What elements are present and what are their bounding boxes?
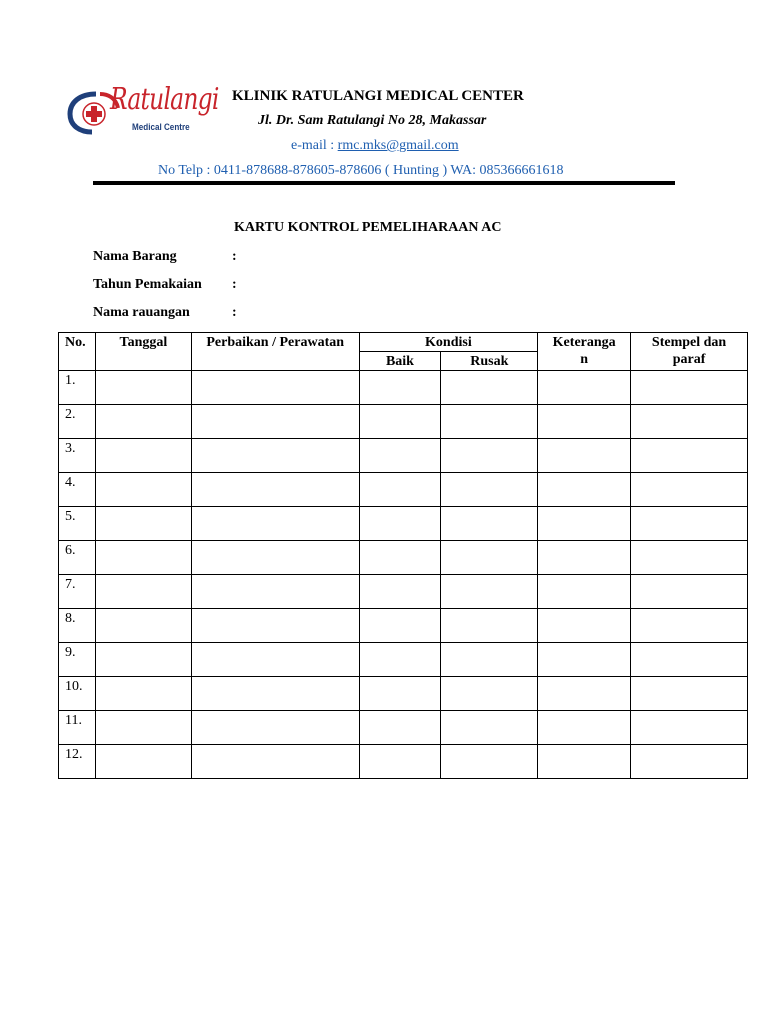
cell-rusak[interactable] (441, 575, 538, 609)
field-colon: : (232, 249, 237, 264)
row-number: 10. (59, 677, 96, 711)
cell-keterangan[interactable] (538, 609, 631, 643)
cell-perbaikan[interactable] (191, 643, 359, 677)
clinic-logo (66, 82, 219, 140)
cell-baik[interactable] (359, 405, 441, 439)
header-keterangan (538, 333, 631, 371)
cell-perbaikan[interactable] (191, 541, 359, 575)
cell-perbaikan[interactable] (191, 711, 359, 745)
field-label: Tahun Pemakaian (93, 277, 202, 292)
table-row (59, 575, 748, 609)
cell-rusak[interactable] (441, 711, 538, 745)
table-row (59, 473, 748, 507)
table-row (59, 643, 748, 677)
table-row (59, 371, 748, 405)
cell-stempel[interactable] (631, 473, 748, 507)
header-kondisi: Kondisi (359, 333, 538, 352)
clinic-address: Jl. Dr. Sam Ratulangi No 28, Makassar (258, 113, 487, 128)
cell-tanggal[interactable] (95, 473, 191, 507)
cell-rusak[interactable] (441, 643, 538, 677)
header-stempel (631, 333, 748, 371)
cell-perbaikan[interactable] (191, 609, 359, 643)
cell-tanggal[interactable] (95, 575, 191, 609)
row-number: 2. (59, 405, 96, 439)
header-perbaikan: Perbaikan / Perawatan (191, 333, 359, 371)
cell-baik[interactable] (359, 745, 441, 779)
cell-tanggal[interactable] (95, 609, 191, 643)
cell-tanggal[interactable] (95, 405, 191, 439)
row-number: 6. (59, 541, 96, 575)
field-colon: : (232, 305, 237, 320)
header-keterangan-line2: n (580, 352, 589, 367)
cell-rusak[interactable] (441, 507, 538, 541)
cell-tanggal[interactable] (95, 643, 191, 677)
table-row (59, 405, 748, 439)
clinic-name: KLINIK RATULANGI MEDICAL CENTER (232, 88, 524, 104)
cell-baik[interactable] (359, 371, 441, 405)
row-number: 9. (59, 643, 96, 677)
clinic-email-line (291, 138, 459, 154)
row-number: 11. (59, 711, 96, 745)
cell-stempel[interactable] (631, 439, 748, 473)
header-stempel-line2: paraf (672, 352, 706, 367)
cell-keterangan[interactable] (538, 677, 631, 711)
header-baik: Baik (359, 352, 441, 371)
table-row (59, 439, 748, 473)
header-rusak: Rusak (441, 352, 538, 371)
cell-baik[interactable] (359, 643, 441, 677)
logo-tagline: Medical Centre (132, 122, 190, 132)
table-row (59, 711, 748, 745)
field-nama-barang (93, 249, 237, 265)
row-number: 1. (59, 371, 96, 405)
email-label: e-mail : (291, 138, 338, 153)
cell-tanggal[interactable] (95, 371, 191, 405)
cell-rusak[interactable] (441, 677, 538, 711)
cell-perbaikan[interactable] (191, 507, 359, 541)
cell-baik[interactable] (359, 439, 441, 473)
document-title: KARTU KONTROL PEMELIHARAAN AC (234, 220, 502, 235)
cell-stempel[interactable] (631, 405, 748, 439)
cell-stempel[interactable] (631, 609, 748, 643)
field-nama-ruangan (93, 305, 237, 321)
table-row (59, 609, 748, 643)
cell-tanggal[interactable] (95, 439, 191, 473)
table-row (59, 677, 748, 711)
cell-tanggal[interactable] (95, 711, 191, 745)
cell-keterangan[interactable] (538, 439, 631, 473)
clinic-phone: No Telp : 0411-878688-878605-878606 ( Hunting ) WA: 085366661618 (158, 163, 564, 178)
cell-stempel[interactable] (631, 745, 748, 779)
email-link[interactable]: rmc.mks@gmail.com (337, 138, 459, 153)
cell-keterangan[interactable] (538, 473, 631, 507)
cell-perbaikan[interactable] (191, 745, 359, 779)
cell-stempel[interactable] (631, 575, 748, 609)
cell-keterangan[interactable] (538, 745, 631, 779)
cell-rusak[interactable] (441, 371, 538, 405)
cell-keterangan[interactable] (538, 711, 631, 745)
cell-perbaikan[interactable] (191, 677, 359, 711)
field-colon: : (232, 277, 237, 292)
cell-tanggal[interactable] (95, 745, 191, 779)
cell-baik[interactable] (359, 677, 441, 711)
field-label: Nama rauangan (93, 305, 190, 320)
cell-baik[interactable] (359, 473, 441, 507)
cell-perbaikan[interactable] (191, 371, 359, 405)
row-number: 4. (59, 473, 96, 507)
header-keterangan-line1: Keteranga (552, 335, 616, 350)
cell-rusak[interactable] (441, 405, 538, 439)
header-divider (93, 181, 675, 185)
cell-stempel[interactable] (631, 643, 748, 677)
field-label: Nama Barang (93, 249, 177, 264)
cell-perbaikan[interactable] (191, 405, 359, 439)
cell-rusak[interactable] (441, 473, 538, 507)
logo-wordmark: Ratulangi (110, 82, 219, 117)
cell-keterangan[interactable] (538, 575, 631, 609)
field-tahun-pemakaian (93, 277, 237, 293)
header-no: No. (59, 333, 96, 371)
cell-rusak[interactable] (441, 609, 538, 643)
cell-stempel[interactable] (631, 507, 748, 541)
cell-rusak[interactable] (441, 745, 538, 779)
cell-tanggal[interactable] (95, 541, 191, 575)
row-number: 12. (59, 745, 96, 779)
cell-baik[interactable] (359, 507, 441, 541)
cell-tanggal[interactable] (95, 677, 191, 711)
cell-stempel[interactable] (631, 677, 748, 711)
row-number: 7. (59, 575, 96, 609)
table-row (59, 507, 748, 541)
header-tanggal: Tanggal (95, 333, 191, 371)
cell-baik[interactable] (359, 711, 441, 745)
cell-perbaikan[interactable] (191, 439, 359, 473)
cell-rusak[interactable] (441, 541, 538, 575)
cell-tanggal[interactable] (95, 507, 191, 541)
cell-stempel[interactable] (631, 541, 748, 575)
cell-stempel[interactable] (631, 371, 748, 405)
table-row (59, 745, 748, 779)
cell-rusak[interactable] (441, 439, 538, 473)
maintenance-table (58, 332, 748, 779)
cell-keterangan[interactable] (538, 643, 631, 677)
cell-baik[interactable] (359, 541, 441, 575)
row-number: 3. (59, 439, 96, 473)
cell-perbaikan[interactable] (191, 473, 359, 507)
cell-keterangan[interactable] (538, 541, 631, 575)
row-number: 8. (59, 609, 96, 643)
cell-baik[interactable] (359, 575, 441, 609)
row-number: 5. (59, 507, 96, 541)
cell-baik[interactable] (359, 609, 441, 643)
cell-keterangan[interactable] (538, 507, 631, 541)
header-stempel-line1: Stempel dan (651, 335, 727, 350)
cell-perbaikan[interactable] (191, 575, 359, 609)
cell-keterangan[interactable] (538, 405, 631, 439)
table-row (59, 541, 748, 575)
cell-keterangan[interactable] (538, 371, 631, 405)
cell-stempel[interactable] (631, 711, 748, 745)
